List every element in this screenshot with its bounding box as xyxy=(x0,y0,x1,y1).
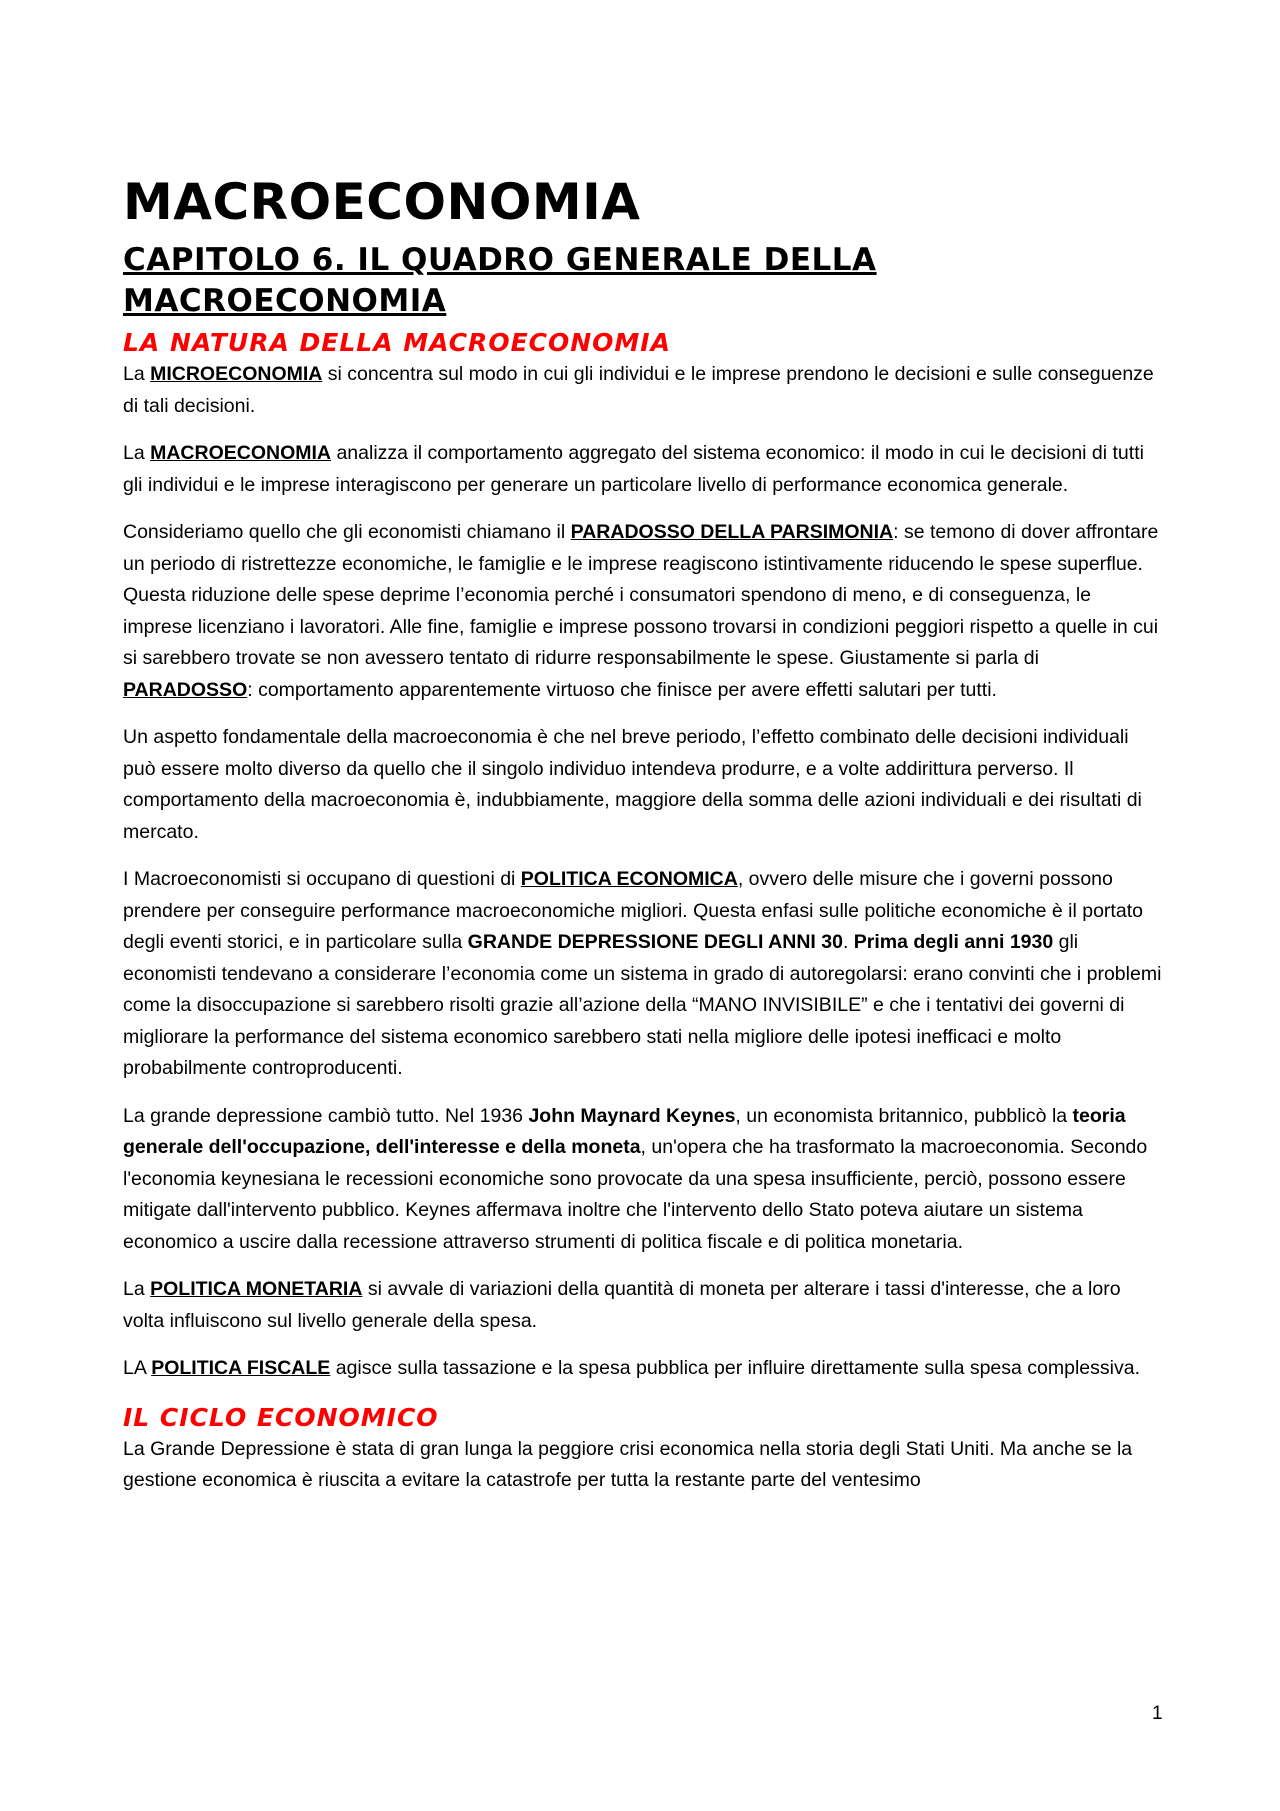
text-run: Consideriamo quello che gli economisti chiamano il xyxy=(123,521,571,543)
key-term: POLITICA MONETARIA xyxy=(150,1278,363,1300)
text-run: La grande depressione cambiò tutto. Nel 1936 xyxy=(123,1104,529,1127)
bold-text: Prima degli anni 1930 xyxy=(853,931,1054,953)
text-run: La xyxy=(123,1278,151,1300)
key-term: PARADOSSO DELLA PARSIMONIA xyxy=(570,521,894,543)
paragraph xyxy=(123,864,1163,1085)
text-run: : comportamento apparentemente virtuoso che finisce per avere effetti salutari per tutti. xyxy=(247,678,997,701)
chapter-title: CAPITOLO 6. IL QUADRO GENERALE DELLA MACROECONOMIA xyxy=(123,242,877,319)
section-body-ciclo xyxy=(123,1434,1160,1497)
text-run: , un'opera che ha trasformato la macroeconomia. Secondo l'economia keynesiana le recessioni economiche sono provocate da una spesa insufficiente, perciò, possono essere mitigate dall'intervento pubblico. Keynes affermava inoltre che l'intervento dello Stato poteva aiutare un sistema economico a uscire dalla recessione attraverso strumenti di politica fiscale e di politica monetaria. xyxy=(123,1136,1148,1253)
paragraph xyxy=(123,359,1163,422)
paragraph xyxy=(123,517,1163,706)
text-run: . xyxy=(842,931,854,953)
text-run: La xyxy=(123,363,151,385)
section-heading-ciclo: IL CICLO ECONOMICO xyxy=(123,1402,439,1432)
bold-text: teoria generale dell'occupazione, dell'interesse e della moneta xyxy=(123,1104,1126,1158)
text-run: La xyxy=(123,442,151,464)
paragraph xyxy=(123,438,1163,501)
text-run: si concentra sul modo in cui gli individui e le imprese prendono le decisioni e sulle conseguenze di tali decisioni. xyxy=(123,363,1154,417)
text-run: gli economisti tendevano a considerare l’economia come un sistema in grado di autoregolarsi: erano convinti che i problemi come la disoccupazione si sarebbero risolti grazie all’azione della “MANO INVISIBILE” e che i tentativi dei governi di migliorare la performance del sistema economico sarebbero stati nella migliore delle ipotesi inefficaci e molto probabilmente controproducenti. xyxy=(123,931,1162,1079)
text-run: agisce sulla tassazione e la spesa pubblica per influire direttamente sulla spesa complessiva. xyxy=(330,1357,1141,1379)
document-title: MACROECONOMIA xyxy=(123,173,641,231)
key-term: PARADOSSO xyxy=(123,678,248,701)
paragraph xyxy=(123,1274,1163,1337)
paragraph xyxy=(123,1434,1163,1497)
paragraph xyxy=(123,1101,1163,1259)
page-content xyxy=(123,172,1160,1497)
text-run: I Macroeconomisti si occupano di questioni di xyxy=(123,868,521,890)
text-run: LA xyxy=(123,1357,152,1379)
section-heading-natura: LA NATURA DELLA MACROECONOMIA xyxy=(123,328,671,357)
key-term: MICROECONOMIA xyxy=(150,363,323,385)
text-run: : se temono di dover affrontare un periodo di ristrettezze economiche, le famiglie e le imprese reagiscono istintivamente riducendo le spese superflue. Questa riduzione delle spese deprime l’economia perché i consumatori spendono di meno, e di conseguenza, le imprese licenziano i lavoratori. Alle fine, famiglie e imprese possono trovarsi in condizioni peggiori rispetto a quelle in cui si sarebbero trovate se non avessero tentato di ridurre responsabilmente le spese. Giustamente si parla di xyxy=(123,521,1159,669)
text-run: Un aspetto fondamentale della macroeconomia è che nel breve periodo, l’effetto combinato delle decisioni individuali può essere molto diverso da quello che il singolo individuo intendeva produrre, e a volte addirittura perverso. Il comportamento della macroeconomia è, indubbiamente, maggiore della somma delle azioni individuali e dei risultati di mercato. xyxy=(123,726,1142,843)
text-run: si avvale di variazioni della quantità di moneta per alterare i tassi d'interesse, che a loro volta influiscono sul livello generale della spesa. xyxy=(123,1278,1121,1332)
text-run: La Grande Depressione è stata di gran lunga la peggiore crisi economica nella storia degli Stati Uniti. Ma anche se la gestione economica è riuscita a evitare la catastrofe per tutta la restante parte del ventesimo xyxy=(123,1437,1133,1491)
paragraph xyxy=(123,1353,1163,1385)
key-term: POLITICA ECONOMICA xyxy=(520,868,738,890)
key-term: POLITICA FISCALE xyxy=(151,1357,331,1379)
bold-text: John Maynard Keynes xyxy=(528,1104,736,1127)
text-run: , un economista britannico, pubblicò la xyxy=(735,1104,1073,1127)
text-run: analizza il comportamento aggregato del sistema economico: il modo in cui le decisioni di tutti gli individui e le imprese interagiscono per generare un particolare livello di performance economica generale. xyxy=(123,442,1144,496)
page-number: 1 xyxy=(1152,1703,1163,1724)
bold-text: GRANDE DEPRESSIONE DEGLI ANNI 30 xyxy=(467,931,843,953)
section-body-natura xyxy=(123,359,1160,1385)
text-run: , ovvero delle misure che i governi possono prendere per conseguire performance macroeconomiche migliori. Questa enfasi sulle politiche economiche è il portato degli eventi storici, e in particolare sulla xyxy=(123,868,1143,953)
key-term: MACROECONOMIA xyxy=(150,442,332,464)
paragraph xyxy=(123,722,1163,848)
